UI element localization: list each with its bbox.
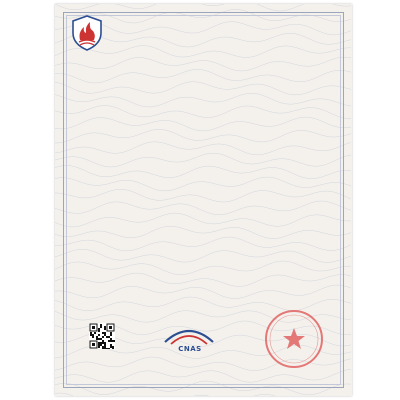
field-value bbox=[110, 106, 330, 114]
qr-module bbox=[108, 336, 110, 338]
field-value bbox=[110, 118, 330, 126]
qr-module bbox=[92, 336, 94, 338]
qr-module bbox=[102, 340, 104, 342]
field-row bbox=[78, 178, 333, 187]
qr-module bbox=[92, 334, 94, 336]
field-label bbox=[78, 214, 108, 222]
qr-module bbox=[104, 328, 106, 330]
cnas-label: CNAS bbox=[178, 345, 202, 353]
field-value bbox=[110, 154, 330, 162]
qr-module bbox=[104, 348, 106, 349]
qr-module bbox=[96, 336, 98, 338]
field-row bbox=[78, 130, 333, 139]
qr-code-icon bbox=[89, 323, 115, 349]
qr-module bbox=[110, 344, 112, 346]
qr-module bbox=[98, 344, 100, 346]
official-seal-icon bbox=[263, 308, 325, 370]
field-row bbox=[78, 82, 333, 91]
cnas-side-text bbox=[223, 337, 263, 344]
certificate-footer bbox=[115, 377, 295, 383]
field-value bbox=[110, 70, 330, 78]
qr-module bbox=[98, 338, 100, 340]
field-value bbox=[110, 130, 330, 138]
field-row bbox=[78, 154, 333, 163]
certificate-center-line bbox=[115, 254, 295, 262]
field-label bbox=[78, 130, 108, 138]
qr-module bbox=[96, 338, 98, 340]
qr-module bbox=[112, 340, 114, 342]
field-row bbox=[78, 106, 333, 115]
field-label bbox=[78, 202, 108, 210]
qr-module bbox=[110, 338, 112, 340]
guilloche-line bbox=[55, 4, 351, 11]
field-label bbox=[78, 190, 108, 198]
qr-module bbox=[110, 334, 112, 336]
field-value bbox=[110, 190, 330, 198]
qr-module bbox=[98, 346, 100, 348]
field-label bbox=[78, 142, 108, 150]
certificate-subtitle bbox=[77, 40, 330, 47]
field-value bbox=[110, 214, 330, 222]
certificate-note-line bbox=[95, 300, 315, 308]
qr-module bbox=[104, 332, 106, 334]
field-row bbox=[78, 202, 333, 211]
qr-module bbox=[100, 324, 102, 326]
qr-finder-core bbox=[109, 326, 112, 329]
qr-finder-core bbox=[92, 343, 95, 346]
qr-module bbox=[112, 348, 114, 349]
qr-module bbox=[100, 342, 102, 344]
qr-module bbox=[102, 332, 104, 334]
qr-module bbox=[102, 342, 104, 344]
qr-module bbox=[110, 332, 112, 334]
field-row bbox=[78, 118, 333, 127]
field-row bbox=[78, 190, 333, 199]
cnas-side-text bbox=[223, 328, 263, 335]
field-label bbox=[78, 166, 108, 174]
field-value bbox=[110, 142, 330, 150]
qr-module bbox=[104, 334, 106, 336]
field-label bbox=[78, 82, 108, 90]
qr-module bbox=[104, 346, 106, 348]
field-row bbox=[78, 142, 333, 151]
field-value bbox=[110, 178, 330, 186]
qr-module bbox=[114, 340, 115, 342]
qr-module bbox=[108, 340, 110, 342]
qr-module bbox=[102, 348, 104, 349]
field-label bbox=[78, 178, 108, 186]
qr-module bbox=[102, 346, 104, 348]
qr-module bbox=[106, 348, 108, 349]
qr-module bbox=[98, 334, 100, 336]
qr-module bbox=[112, 346, 114, 348]
certificate-number bbox=[260, 58, 340, 65]
qr-module bbox=[110, 346, 112, 348]
qr-module bbox=[100, 326, 102, 328]
qr-module bbox=[100, 344, 102, 346]
field-value bbox=[110, 94, 330, 102]
qr-module bbox=[94, 332, 96, 334]
issuer-name bbox=[115, 364, 295, 372]
qr-module bbox=[90, 334, 92, 336]
field-label bbox=[78, 70, 108, 78]
qr-module bbox=[104, 342, 106, 344]
field-label bbox=[78, 94, 108, 102]
qr-module bbox=[106, 336, 108, 338]
certificate-title bbox=[115, 17, 305, 31]
field-label bbox=[78, 154, 108, 162]
field-label bbox=[78, 118, 108, 126]
field-row bbox=[78, 70, 333, 79]
qr-module bbox=[100, 338, 102, 340]
qr-finder-core bbox=[92, 326, 95, 329]
qr-module bbox=[98, 342, 100, 344]
qr-module bbox=[104, 344, 106, 346]
field-row bbox=[78, 94, 333, 103]
field-label bbox=[78, 106, 108, 114]
qr-module bbox=[108, 348, 110, 349]
field-value bbox=[110, 166, 330, 174]
certificate-page bbox=[55, 4, 352, 396]
qr-module bbox=[90, 332, 92, 334]
qr-module bbox=[110, 340, 112, 342]
qr-module bbox=[98, 328, 100, 330]
field-row bbox=[78, 214, 333, 223]
field-value bbox=[110, 202, 330, 210]
field-row bbox=[78, 166, 333, 175]
qr-module bbox=[98, 330, 100, 332]
field-value bbox=[110, 82, 330, 90]
qr-module bbox=[102, 336, 104, 338]
qr-module bbox=[104, 326, 106, 328]
certificate-date-line bbox=[78, 270, 328, 278]
certificate-statement bbox=[78, 230, 328, 238]
certificate-note-line bbox=[95, 289, 315, 297]
